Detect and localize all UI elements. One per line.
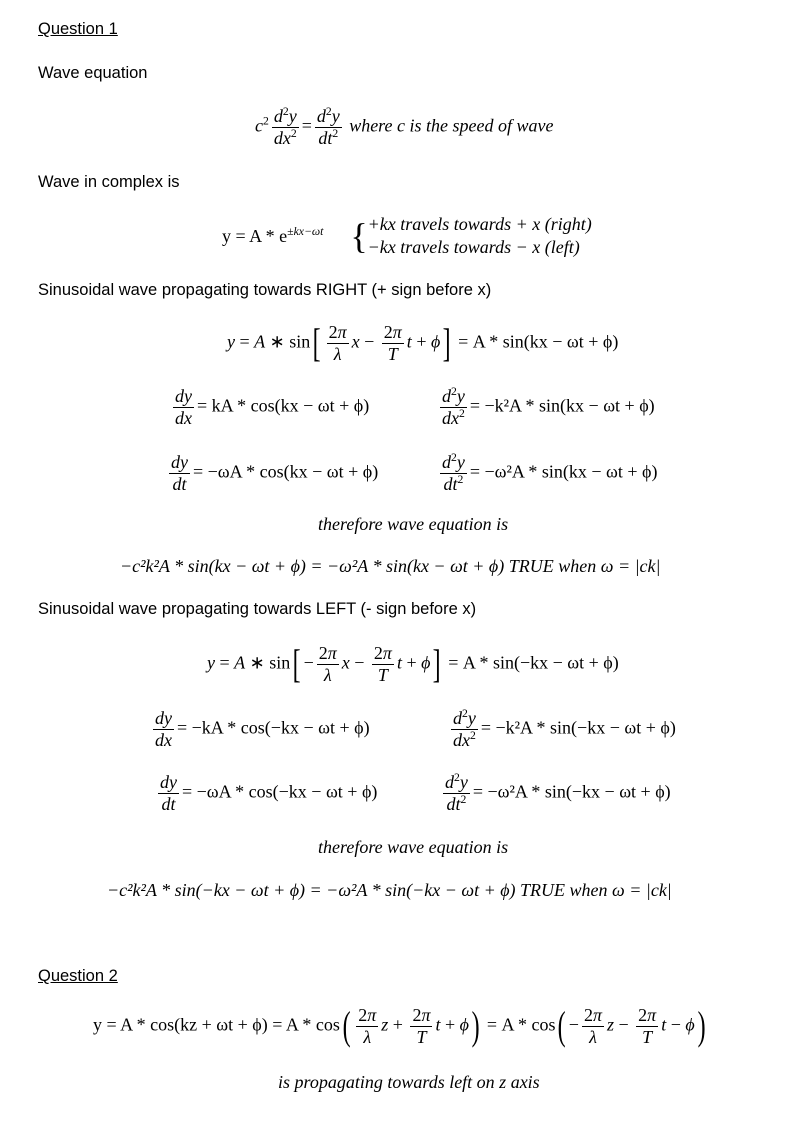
right-d2ydt2-value: = −ω²A * sin(kx − ωt + ϕ): [469, 461, 658, 482]
wave-equation: $c^2$ $\frac{d^2y}{dx^2}$ = $\frac{d^2y}{dt^2}$ where c is the speed of wave: [255, 104, 554, 148]
complex-heading: Wave in complex is: [38, 173, 180, 191]
right-dydt-value: = −ωA * cos(kx − ωt + ϕ): [193, 461, 379, 482]
wave-equation-heading: Wave equation: [38, 64, 148, 82]
left-dydt-value: = −ωA * cos(−kx − ωt + ϕ): [182, 781, 378, 802]
right-d2ydx2-value: = −k²A * sin(kx − ωt + ϕ): [469, 395, 655, 416]
complex-lhs: y = A * e: [222, 225, 288, 246]
left-dydx-value: = −kA * cos(−kx − ωt + ϕ): [177, 717, 370, 738]
right-result: −c²k²A * sin(kx − ωt + ϕ) = −ω²A * sin(kx − ωt + ϕ) TRUE when ω = |ck|: [120, 556, 661, 576]
complex-wave-equation: $y = A * e^{\pm kx-\omega t}$ { +kx travels towards + x (right) −kx travels towards − x (left): [222, 214, 592, 257]
right-wave-sine-form: = A * sin(kx − ωt + ϕ): [458, 331, 619, 352]
right-heading: Sinusoidal wave propagating towards RIGHT (+ sign before x): [38, 281, 492, 299]
left-heading: Sinusoidal wave propagating towards LEFT (- sign before x): [38, 600, 477, 618]
left-d2ydx2: $\frac{d^2y}{dx^2}$ = −k²A * sin(−kx − ωt + ϕ): [453, 706, 676, 750]
left-d2ydt2-value: = −ω²A * sin(−kx − ωt + ϕ): [472, 781, 671, 802]
wave-equation-note: where c is the speed of wave: [349, 115, 554, 136]
left-therefore: therefore wave equation is: [318, 837, 509, 857]
right-d2ydt2: $\frac{d^2y}{dt^2}$ = −ω²A * sin(kx − ωt + ϕ): [442, 450, 658, 494]
left-d2ydx2-value: = −k²A * sin(−kx − ωt + ϕ): [480, 717, 676, 738]
right-therefore: therefore wave equation is: [318, 514, 509, 534]
complex-case-left: −kx travels towards − x (left): [367, 236, 580, 257]
left-dydx: $\frac{dy}{dx}$ = −kA * cos(−kx − ωt + ϕ): [155, 708, 370, 750]
left-wave-equation: y = A ∗ sin[ − $\frac{2\pi}{\lambda}$ x − $\frac{2\pi}{T}$ t + ϕ] = A * sin(−kx − ωt + ϕ): [207, 641, 619, 687]
q2-conclusion: is propagating towards left on z axis: [278, 1072, 540, 1092]
question-1-heading: Question 1: [38, 20, 118, 38]
right-d2ydx2: $\frac{d^2y}{dx^2}$ = −k²A * sin(kx − ωt + ϕ): [442, 384, 655, 428]
question-2-heading: Question 2: [38, 967, 118, 985]
left-dydt: $\frac{dy}{dt}$ = −ωA * cos(−kx − ωt + ϕ): [160, 772, 378, 814]
complex-case-right: +kx travels towards + x (right): [367, 214, 592, 234]
q2-mid: = A * cos: [486, 1014, 556, 1035]
right-wave-equation: y = A ∗ sin[ $\frac{2\pi}{\lambda}$ x − $\frac{2\pi}{T}$ t + ϕ] = A * sin(kx − ωt + ϕ): [227, 320, 619, 366]
right-dydx-value: = kA * cos(kx − ωt + ϕ): [197, 395, 370, 416]
right-dydx: $\frac{dy}{dx}$ = kA * cos(kx − ωt + ϕ): [175, 386, 370, 428]
q2-equation: y = A * cos(kz + ωt + ϕ) = A * cos( $\frac{2\pi}{\lambda}$ z + $\frac{2\pi}{T}$ t + ϕ) = A * cos( − $\frac{2\pi}{\lambda}$ z − $\frac{2\pi}{T}$ t − ϕ): [93, 1003, 706, 1049]
right-dydt: $\frac{dy}{dt}$ = −ωA * cos(kx − ωt + ϕ): [171, 452, 379, 494]
q2-lhs: y = A * cos(kz + ωt + ϕ) = A * cos: [93, 1014, 340, 1035]
left-wave-sine-form: = A * sin(−kx − ωt + ϕ): [448, 652, 619, 673]
left-d2ydt2: $\frac{d^2y}{dt^2}$ = −ω²A * sin(−kx − ωt + ϕ): [445, 770, 671, 814]
left-result: −c²k²A * sin(−kx − ωt + ϕ) = −ω²A * sin(−kx − ωt + ϕ) TRUE when ω = |ck|: [107, 880, 672, 900]
complex-exponent: ±kx−ωt: [287, 224, 324, 238]
